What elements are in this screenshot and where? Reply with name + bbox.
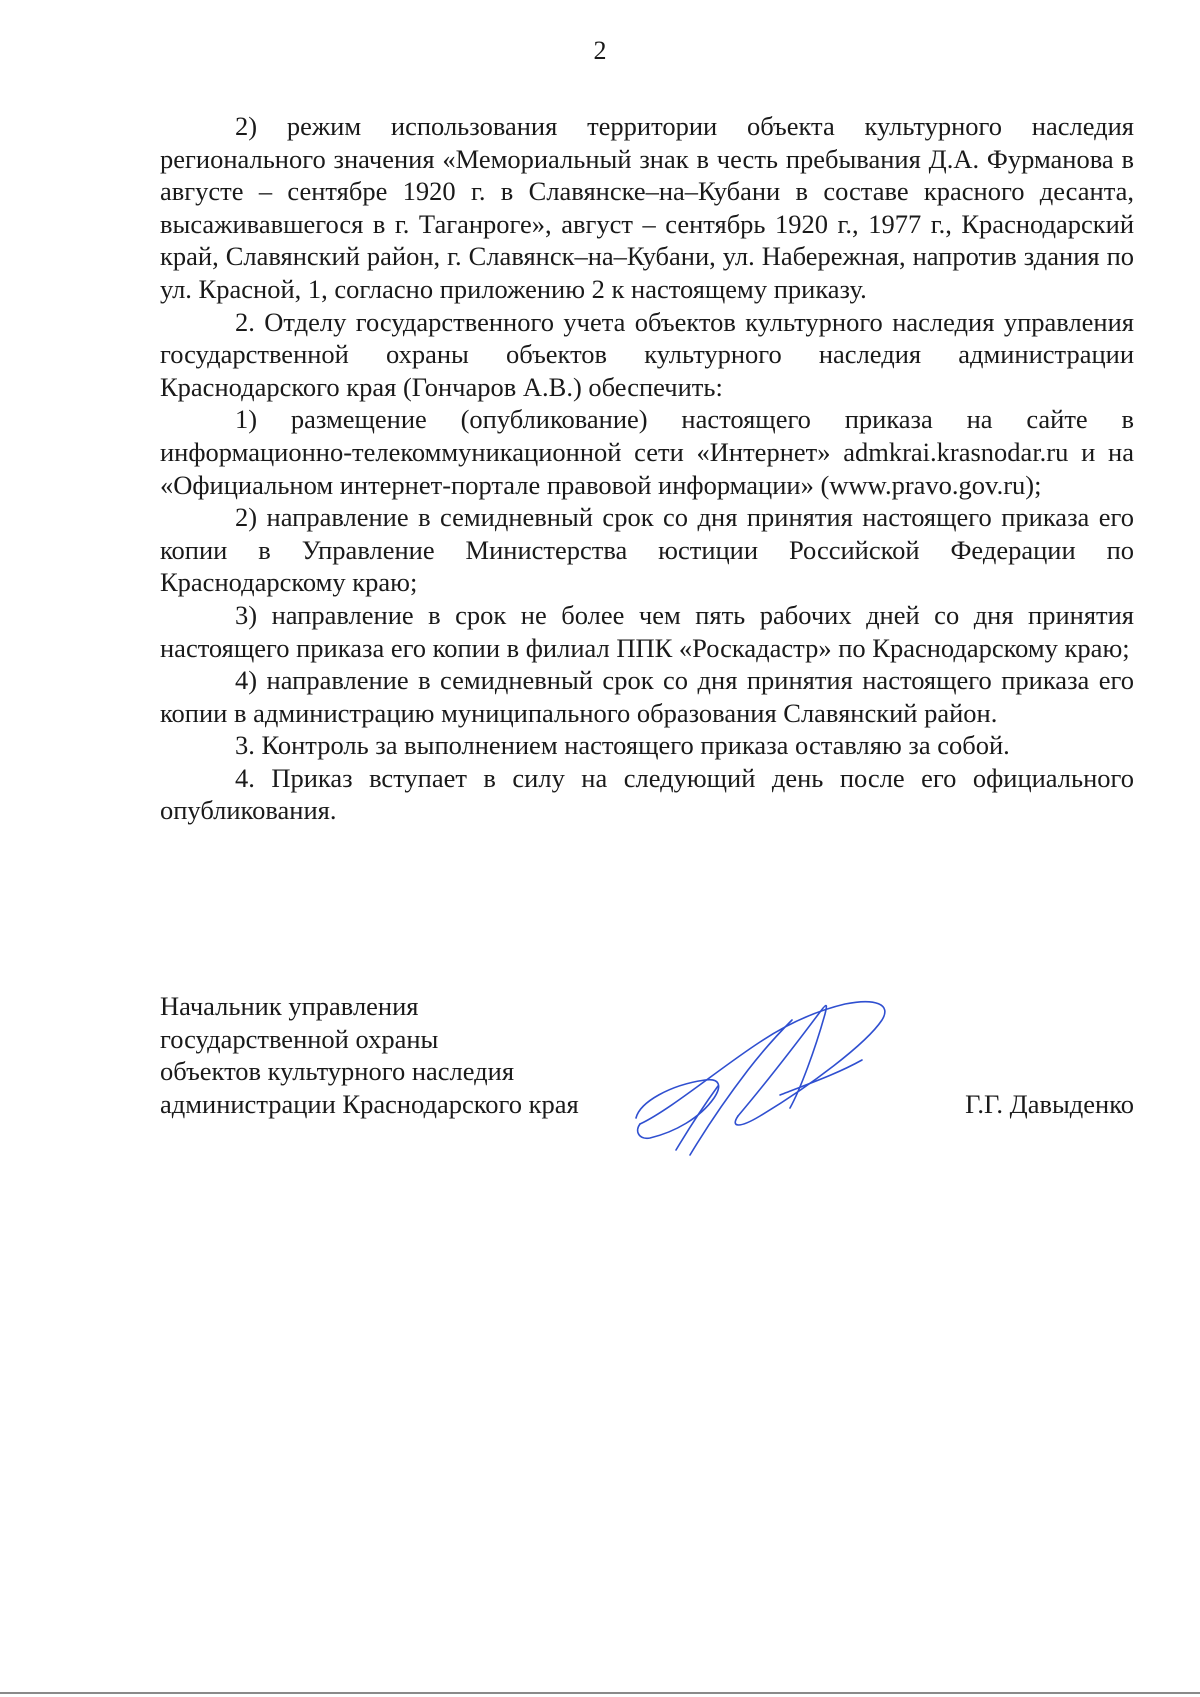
page-number: 2 (593, 36, 607, 65)
order-body (160, 110, 1134, 827)
signer-position-line: государственной охраны (160, 1023, 439, 1054)
signature-block (160, 990, 1134, 1150)
paragraph-publication: 1) размещение (опубликование) настоящего приказа на сайте в информационно-телекоммуникационной сети «Интернет» admkrai.krasnodar.ru и на «Официальном интернет-портале правовой информации» (www.pravo.gov.ru); (160, 404, 1134, 500)
paragraph-territory-regime: 2) режим использования территории объекта культурного наследия регионального значения «Мемориальный знак в честь пребывания Д.А. Фурманова в августе – сентябре 1920 г. в Славянске–на–Кубани в составе красного десанта, высаживавшегося в г. Таганроге», август – сентябрь 1920 г., 1977 г., Краснодарский край, Славянский район, г. Славянск–на–Кубани, ул. Набережная, напротив здания по ул. Красной, 1, согласно приложению 2 к настоящему приказу. (160, 111, 1134, 304)
paragraph-ministry-of-justice: 2) направление в семидневный срок со дня принятия настоящего приказа его копии в Управление Министерства юстиции Российской Федерации по Краснодарскому краю; (160, 502, 1134, 598)
paragraph-effective-date: 4. Приказ вступает в силу на следующий день после его официального опубликования. (160, 762, 1134, 826)
paragraph-control: 3. Контроль за выполнением настоящего приказа оставляю за собой. (235, 730, 1010, 761)
signer-position-line: Начальник управления (160, 991, 419, 1021)
signer-position-line: администрации Краснодарского края (160, 1088, 579, 1119)
paragraph-municipal-administration: 4) направление в семидневный срок со дня принятия настоящего приказа его копии в администрацию муниципального образования Славянский район. (160, 665, 1134, 728)
signer-name: Г.Г. Давыденко (965, 1088, 1134, 1119)
page-bottom-edge (0, 1692, 1200, 1694)
paragraph-roskadastr: 3) направление в срок не более чем пять рабочих дней со дня принятия настоящего приказа его копии в филиал ППК «Роскадастр» по Краснодарскому краю; (160, 599, 1134, 663)
paragraph-registration-department: 2. Отделу государственного учета объектов культурного наследия управления государственной охраны объектов культурного наследия администрации Краснодарского края (Гончаров А.В.) обеспечить: (160, 306, 1134, 402)
handwritten-signature (630, 990, 900, 1160)
signer-position (160, 990, 579, 1120)
signer-position-line: объектов культурного наследия (160, 1056, 515, 1087)
